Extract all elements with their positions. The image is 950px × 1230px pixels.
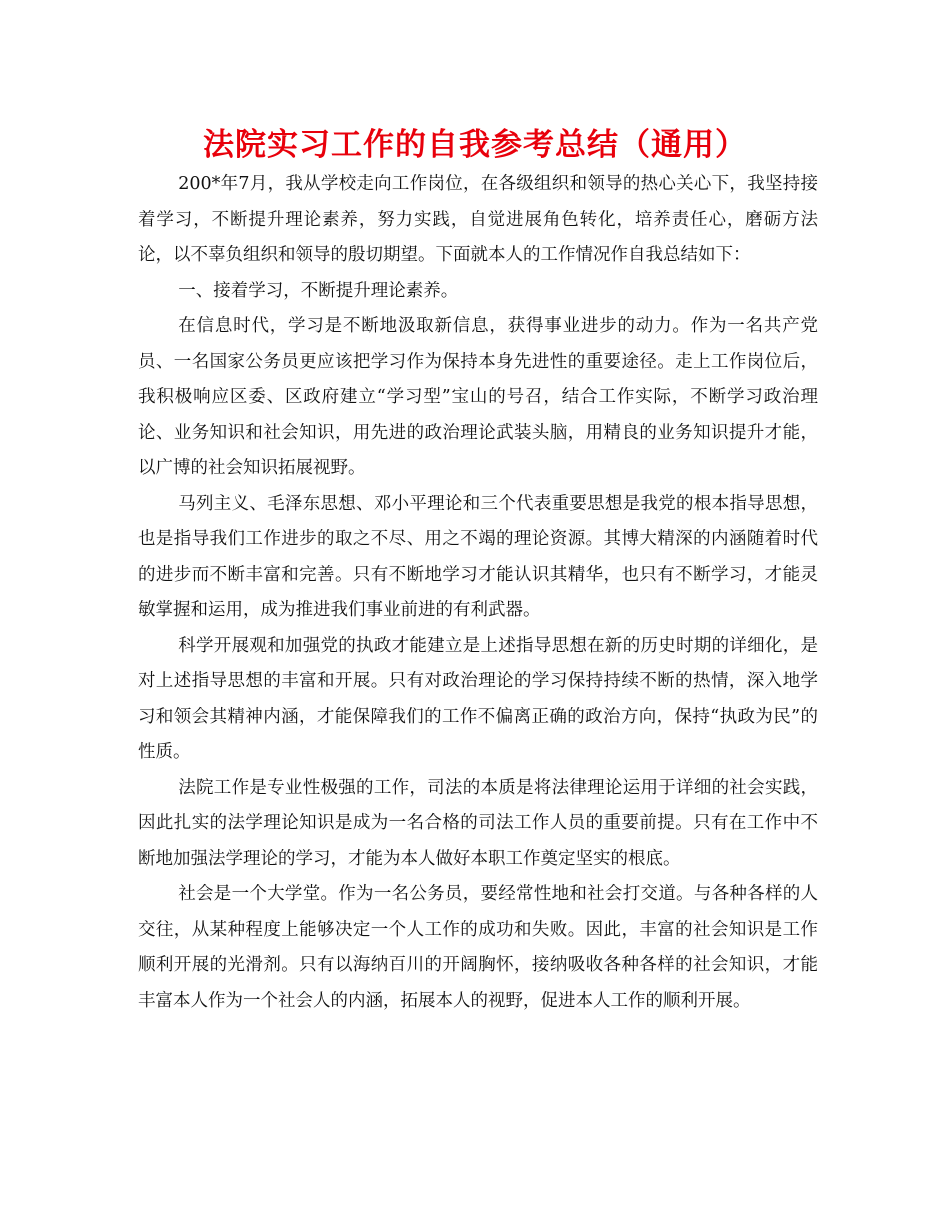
paragraph-intro: 200*年7月，我从学校走向工作岗位，在各级组织和领导的热心关心下，我坚持接着学习，不断提升理论素养，努力实践，自觉进展角色转化，培养责任心，磨砺方法论，以不辜负组织和领导的殷切期望。下面就本人的工作情况作自我总结如下：	[138, 174, 818, 265]
document-body	[138, 167, 818, 1019]
paragraph-theory: 马列主义、毛泽东思想、邓小平理论和三个代表重要思想是我党的根本指导思想，也是指导我们工作进步的取之不尽、用之不竭的理论资源。其博大精深的内涵随着时代的进步而不断丰富和完善。只有不断地学习才能认识其精华，也只有不断学习，才能灵敏掌握和运用，成为推进我们事业前进的有利武器。	[138, 493, 818, 620]
paragraph-court-work: 法院工作是专业性极强的工作，司法的本质是将法律理论运用于详细的社会实践，因此扎实的法学理论知识是成为一名合格的司法工作人员的重要前提。只有在工作中不断地加强法学理论的学习，才能为本人做好本职工作奠定坚实的根底。	[138, 777, 818, 869]
document-title: 法院实习工作的自我参考总结（通用）	[203, 127, 747, 163]
paragraph-society: 社会是一个大学堂。作为一名公务员，要经常性地和社会打交道。与各种各样的人交往，从某种程度上能够决定一个人工作的成功和失败。因此，丰富的社会知识是工作顺利开展的光滑剂。只有以海纳百川的开阔胸怀，接纳吸收各种各样的社会知识，才能丰富本人作为一个社会人的内涵，拓展本人的视野，促进本人工作的顺利开展。	[138, 884, 818, 1011]
section-heading-1: 一、接着学习，不断提升理论素养。	[178, 280, 459, 301]
paragraph-governance: 科学开展观和加强党的执政才能建立是上述指导思想在新的历史时期的详细化，是对上述指导思想的丰富和开展。只有对政治理论的学习保持持续不断的热情，深入地学习和领会其精神内涵，才能保障我们的工作不偏离正确的政治方向，保持“执政为民”的性质。	[138, 635, 818, 762]
paragraph-learning: 在信息时代，学习是不断地汲取新信息，获得事业进步的动力。作为一名共产党员、一名国家公务员更应该把学习作为保持本身先进性的重要途径。走上工作岗位后，我积极响应区委、区政府建立“学习型”宝山的号召，结合工作实际，不断学习政治理论、业务知识和社会知识，用先进的政治理论武装头脑，用精良的业务知识提升才能，以广博的社会知识拓展视野。	[138, 316, 818, 478]
